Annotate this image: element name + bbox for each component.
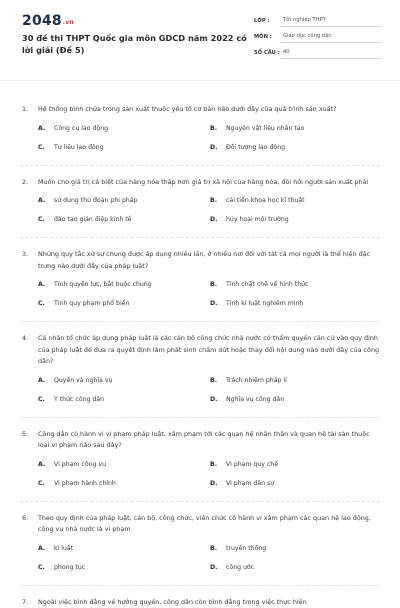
option-text: Trách nhiệm pháp lí: [226, 375, 287, 394]
answer-option[interactable]: [38, 562, 210, 581]
question-text: Ngoài việc bình đẳng về hưởng quyền, công dân còn bình đẳng trong việc thực hiện: [38, 597, 380, 608]
meta-value: 40: [281, 49, 382, 59]
question-item: [0, 597, 400, 608]
option-letter: D.: [210, 214, 226, 233]
meta-value: Tốt nghiệp THPT: [281, 17, 382, 27]
option-letter: A.: [38, 195, 54, 214]
answer-options: [0, 279, 400, 317]
option-letter: C.: [38, 298, 54, 317]
option-letter: C.: [38, 394, 54, 413]
question-stem: [0, 104, 400, 116]
answer-option[interactable]: [210, 214, 382, 233]
option-text: cải tiến khoa học kĩ thuật: [226, 195, 305, 214]
question-text: Theo quy định của pháp luật, cán bộ, công chức, viên chức có hành vi xâm phạm các quan hệ lao động, công vụ nhà nước là vi phạm: [38, 513, 380, 536]
question-number: 1.: [22, 104, 38, 116]
question-text: Những quy tắc xử sự chung được áp dụng nhiều lần, ở nhiều nơi đối với tất cả mọi người là thể hiện đặc trưng nào dưới đây của pháp luật?: [38, 249, 380, 272]
option-text: Tính chặt chẽ về hình thức: [226, 279, 308, 298]
option-letter: D.: [210, 298, 226, 317]
option-letter: A.: [38, 123, 54, 142]
meta-row-class: [254, 11, 382, 27]
answer-option[interactable]: [210, 142, 382, 161]
option-letter: C.: [38, 478, 54, 497]
option-letter: C.: [38, 214, 54, 233]
option-text: phong tục: [54, 562, 85, 581]
answer-option[interactable]: [210, 375, 382, 394]
question-stem: [0, 597, 400, 608]
option-text: sử dụng thủ đoạn phi pháp: [54, 195, 138, 214]
answer-option[interactable]: [38, 298, 210, 317]
answer-option[interactable]: [38, 478, 210, 497]
question-text: Muốn cho giá trị cá biệt của hàng hóa thấp hơn giá trị xã hội của hàng hóa, đòi hỏi người sản xuất phải: [38, 177, 380, 189]
answer-option[interactable]: [210, 459, 382, 478]
question-stem: [0, 513, 400, 536]
answer-option[interactable]: [38, 195, 210, 214]
meta-row-subject: [254, 27, 382, 43]
option-letter: D.: [210, 478, 226, 497]
option-text: Ý thức công dân: [54, 394, 104, 413]
question-separator: [20, 321, 380, 322]
option-text: đào tạo gián điệp kinh tế: [54, 214, 131, 233]
option-letter: C.: [38, 562, 54, 581]
option-letter: B.: [210, 543, 226, 562]
option-letter: D.: [210, 142, 226, 161]
question-stem: [0, 177, 400, 189]
option-letter: D.: [210, 394, 226, 413]
answer-option[interactable]: [38, 394, 210, 413]
option-text: Vi phạm hành chính: [54, 478, 116, 497]
answer-option[interactable]: [38, 214, 210, 233]
question-number: 2.: [22, 177, 38, 189]
option-text: Vi phạm quy chế: [226, 459, 278, 478]
logo-main: 2048: [22, 13, 62, 29]
answer-option[interactable]: [210, 478, 382, 497]
option-text: Tư liệu lao động: [54, 142, 104, 161]
meta-value: Giáo dục công dân: [281, 33, 382, 43]
answer-option[interactable]: [210, 123, 382, 142]
option-text: công ước: [226, 562, 254, 581]
answer-options: [0, 195, 400, 233]
option-letter: B.: [210, 375, 226, 394]
document-title: 30 đề thi THPT Quốc gia môn GDCD năm 2022 có lời giải (Đề 5): [22, 33, 250, 56]
answer-option[interactable]: [210, 279, 382, 298]
option-letter: A.: [38, 459, 54, 478]
question-text: Cá nhân tổ chức áp dụng pháp luật là các cán bộ công chức nhà nước có thẩm quyền căn cứ vào quy định của pháp luật để đưa ra quyết định làm phát sinh chấm dứt hoặc thay đổi nội dung nào dưới đây của công dân?: [38, 333, 380, 368]
meta-label: LỚP :: [254, 18, 281, 27]
option-text: Tính quyền lực, bắt buộc chung: [54, 279, 152, 298]
option-letter: B.: [210, 123, 226, 142]
option-letter: A.: [38, 375, 54, 394]
site-logo[interactable]: [22, 13, 74, 29]
option-letter: A.: [38, 279, 54, 298]
option-text: Vi phạm công vụ: [54, 459, 106, 478]
option-text: truyền thống: [226, 543, 266, 562]
question-stem: [0, 333, 400, 368]
answer-option[interactable]: [38, 142, 210, 161]
answer-options: [0, 459, 400, 497]
question-number: 6.: [22, 513, 38, 536]
answer-option[interactable]: [38, 459, 210, 478]
question-number: 7.: [22, 597, 38, 608]
option-text: kỉ luật: [54, 543, 73, 562]
question-separator: [20, 417, 380, 418]
question-list: [0, 104, 400, 608]
option-text: Vi phạm dân sự: [226, 478, 274, 497]
question-separator: [20, 501, 380, 502]
question-text: Công dân có hành vi vi phạm pháp luật, xâm phạm tới các quan hệ nhân thân và quan hệ tài sản thuộc loại vi phạm nào sau đây?: [38, 429, 380, 452]
question-text: Hệ thống bình chứa trong sản xuất thuộc yếu tố cơ bản nào dưới đây của quá trình sản xuất?: [38, 104, 380, 116]
option-letter: A.: [38, 543, 54, 562]
option-text: Tính quy phạm phổ biến: [54, 298, 129, 317]
answer-options: [0, 375, 400, 413]
question-separator: [20, 165, 380, 166]
question-stem: [0, 429, 400, 452]
answer-option[interactable]: [210, 562, 382, 581]
option-text: hủy hoại môi trường: [226, 214, 289, 233]
option-letter: B.: [210, 279, 226, 298]
option-letter: D.: [210, 562, 226, 581]
answer-option[interactable]: [210, 195, 382, 214]
answer-options: [0, 123, 400, 161]
answer-option[interactable]: [210, 394, 382, 413]
answer-option[interactable]: [210, 543, 382, 562]
question-number: 4.: [22, 333, 38, 368]
question-number: 5.: [22, 429, 38, 452]
meta-label: SỐ CÂU :: [254, 50, 281, 59]
question-number: 3.: [22, 249, 38, 272]
meta-label: MÔN :: [254, 34, 281, 43]
question-item: [0, 333, 400, 418]
answer-option[interactable]: [38, 375, 210, 394]
header-divider: [0, 80, 400, 81]
answer-option[interactable]: [38, 279, 210, 298]
question-separator: [20, 585, 380, 586]
meta-row-count: [254, 43, 382, 59]
question-stem: [0, 249, 400, 272]
document-meta: [254, 11, 382, 59]
option-text: Công cụ lao động: [54, 123, 108, 142]
answer-option[interactable]: [38, 543, 210, 562]
option-text: Đối tượng lao động: [226, 142, 285, 161]
answer-option[interactable]: [38, 123, 210, 142]
option-letter: B.: [210, 459, 226, 478]
option-text: Nguyên vật liệu nhân tạo: [226, 123, 304, 142]
option-letter: C.: [38, 142, 54, 161]
answer-option[interactable]: [210, 298, 382, 317]
option-letter: B.: [210, 195, 226, 214]
option-text: Quyền và nghĩa vụ: [54, 375, 112, 394]
question-item: [0, 249, 400, 322]
document-header: [0, 0, 400, 88]
option-text: Tính kỉ luật nghiêm minh: [226, 298, 303, 317]
question-item: [0, 513, 400, 586]
question-item: [0, 429, 400, 502]
question-item: [0, 177, 400, 239]
logo-sub: .vn: [63, 19, 74, 26]
question-separator: [20, 237, 380, 238]
question-item: [0, 104, 400, 166]
answer-options: [0, 543, 400, 581]
option-text: Nghĩa vụ công dân: [226, 394, 284, 413]
